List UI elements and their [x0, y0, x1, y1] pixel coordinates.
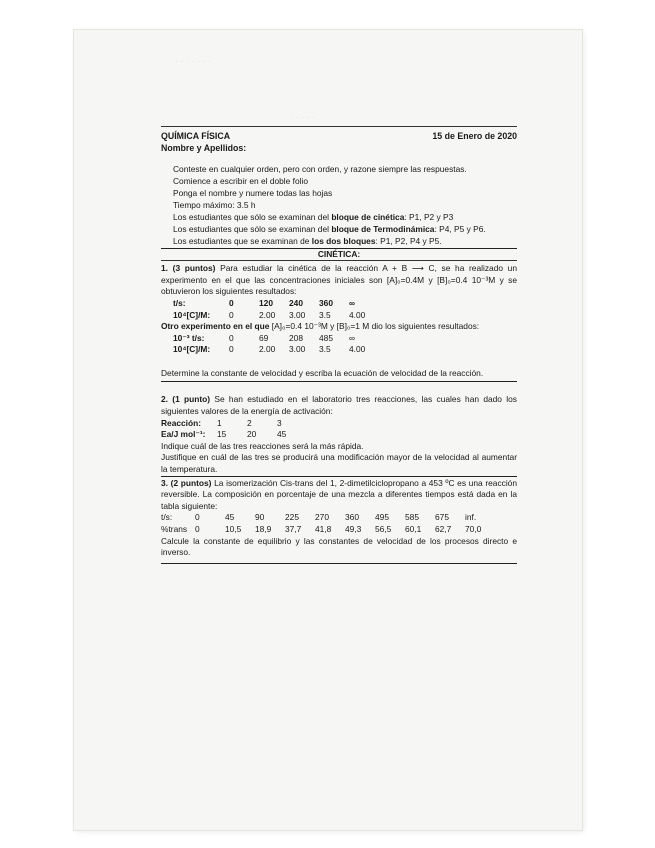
- problem-3: [161, 478, 517, 513]
- table-cell: 60,1: [405, 524, 422, 534]
- reaction-row: [161, 418, 517, 430]
- block-line: Los estudiantes que sólo se examinan del bloque de cinética: P1, P2 y P3: [173, 211, 454, 222]
- problem-text: [161, 321, 517, 333]
- bleed-through-text: · · · · · · ·: [175, 56, 211, 66]
- table-cell: 4.00: [349, 309, 366, 320]
- row-label: 10⁻³ t/s:: [173, 332, 205, 343]
- problem-1: [161, 263, 517, 298]
- data-row-c2: [161, 344, 517, 356]
- row-label: Reacción:: [161, 417, 202, 428]
- problem-text: La isomerización Cis-trans del 1, 2-dimetilciclopropano a 453 ºC es una reacción reversible. La composición en porcentaje de una mezcla a diferentes tiempos está dada en la tabla siguiente:: [161, 477, 517, 511]
- table-cell: 45: [225, 512, 235, 523]
- row-label: 10⁴[C]/M:: [173, 309, 211, 320]
- exam-content: [161, 126, 517, 564]
- data-row-t2: [161, 333, 517, 345]
- table-cell: 3.00: [289, 344, 306, 355]
- table-cell: 20: [247, 429, 257, 440]
- table-cell: 495: [375, 512, 389, 523]
- divider: [161, 563, 517, 564]
- table-cell: 45: [277, 429, 287, 440]
- table-cell: 270: [315, 512, 329, 523]
- table-cell: 208: [289, 332, 303, 343]
- table-cell: 0: [195, 512, 200, 523]
- instruction-line: Comience a escribir en el doble folio: [173, 176, 309, 187]
- table-cell: 49,3: [345, 524, 362, 534]
- row-values: [217, 429, 307, 441]
- row-values: [195, 524, 495, 536]
- percent-row: [161, 524, 517, 536]
- table-cell: 10,5: [225, 524, 242, 534]
- table-cell: 3.5: [319, 344, 331, 355]
- row-values: [229, 298, 379, 310]
- problem-text: Para estudiar la cinética de la reacción A + B ⟶ C, se ha realizado un experimento en el que las concentraciones iniciales son [A]₀=0.4M y [B]₀=0.4 10⁻³M y se obtuvieron los siguientes resultados:: [161, 263, 517, 297]
- table-cell: 585: [405, 512, 419, 523]
- row-label: %trans: [161, 524, 188, 534]
- table-cell: 2.00: [259, 344, 276, 355]
- table-cell: 3.00: [289, 309, 306, 320]
- table-cell: 90: [255, 512, 265, 523]
- table-cell: 120: [259, 297, 273, 308]
- instructions: [161, 164, 517, 247]
- table-cell: 360: [319, 297, 333, 308]
- row-values: [217, 418, 307, 430]
- row-label: t/s:: [161, 512, 173, 523]
- row-label: Ea/J mol⁻¹:: [161, 429, 206, 440]
- section-title: CINÉTICA:: [317, 248, 361, 259]
- bleed-through-text: · · · · ·: [290, 112, 315, 122]
- divider: [161, 260, 517, 261]
- problem-question: Indique cuál de las tres reacciones será la más rápida.: [161, 440, 364, 451]
- table-cell: 3.5: [319, 309, 331, 320]
- table-cell: 0: [229, 309, 234, 320]
- data-row-c: [161, 310, 517, 322]
- table-cell: 675: [435, 512, 449, 523]
- row-values: [229, 344, 379, 356]
- block-line: Los estudiantes que sólo se examinan del bloque de Termodinámica: P4, P5 y P6.: [173, 223, 486, 234]
- table-cell: 0: [229, 332, 234, 343]
- table-cell: 62,7: [435, 524, 452, 534]
- table-cell: 18,9: [255, 524, 272, 534]
- divider: [161, 476, 517, 477]
- instruction-line: Tiempo máximo: 3.5 h: [173, 199, 256, 210]
- table-cell: 225: [285, 512, 299, 523]
- table-cell: 69: [259, 332, 269, 343]
- ea-row: [161, 429, 517, 441]
- bold-text: Otro experimento en el que: [161, 321, 270, 332]
- table-cell: 3: [277, 417, 282, 428]
- table-cell: inf.: [465, 512, 477, 523]
- table-cell: 0: [229, 297, 234, 308]
- table-cell: 360: [345, 512, 359, 523]
- data-row-t: [161, 298, 517, 310]
- table-cell: 2.00: [259, 309, 276, 320]
- table-cell: 1: [217, 417, 222, 428]
- table-cell: 240: [289, 297, 303, 308]
- table-cell: 41,8: [315, 524, 332, 534]
- subject-title: QUÍMICA FÍSICA: [161, 131, 231, 141]
- problem-number: 1. (3 puntos): [161, 263, 216, 274]
- instruction-line: Conteste en cualquier orden, pero con orden, y razone siempre las respuestas.: [173, 164, 467, 175]
- table-cell: 4.00: [349, 344, 366, 355]
- name-label: Nombre y Apellidos:: [161, 142, 247, 153]
- instruction-line: Ponga el nombre y numere todas las hojas: [173, 188, 333, 198]
- table-cell: 0: [229, 344, 234, 355]
- table-cell: ∞: [349, 297, 355, 308]
- table-cell: ∞: [349, 332, 355, 343]
- exam-header: [161, 127, 517, 143]
- row-label: 10⁴[C]/M:: [173, 344, 211, 355]
- table-cell: 2: [247, 417, 252, 428]
- table-cell: 37,7: [285, 524, 302, 534]
- row-values: [229, 310, 379, 322]
- exam-date: 15 de Enero de 2020: [432, 131, 517, 141]
- table-cell: 70,0: [465, 524, 482, 534]
- problem-question: Determine la constante de velocidad y escriba la ecuación de velocidad de la reacción.: [161, 367, 484, 378]
- time-row: [161, 512, 517, 524]
- table-cell: 485: [319, 332, 333, 343]
- problem-number: 3. (2 puntos): [161, 477, 212, 488]
- row-values: [195, 512, 495, 524]
- table-cell: 0: [195, 524, 200, 534]
- table-cell: 56,5: [375, 524, 392, 534]
- problem-question: Justifique en cuál de las tres se producirá una modificación mayor de la velocidad al aumentar la temperatura.: [161, 452, 517, 475]
- row-values: [229, 333, 379, 345]
- block-line: Los estudiantes que se examinan de los dos bloques: P1, P2, P4 y P5.: [173, 235, 442, 246]
- problem-question: Calcule la constante de equilibrio y las constantes de velocidad de los procesos directo e inverso.: [161, 535, 517, 558]
- problem-text: Se han estudiado en el laboratorio tres reacciones, las cuales han dado los siguientes valores de la energía de activación:: [161, 394, 517, 417]
- table-cell: 15: [217, 429, 227, 440]
- problem-2: [161, 394, 517, 417]
- row-label: t/s:: [173, 297, 186, 308]
- problem-number: 2. (1 punto): [161, 394, 211, 405]
- text: [A]₀=0.4 10⁻³M y [B]₀=1 M dio los siguientes resultados:: [269, 321, 480, 332]
